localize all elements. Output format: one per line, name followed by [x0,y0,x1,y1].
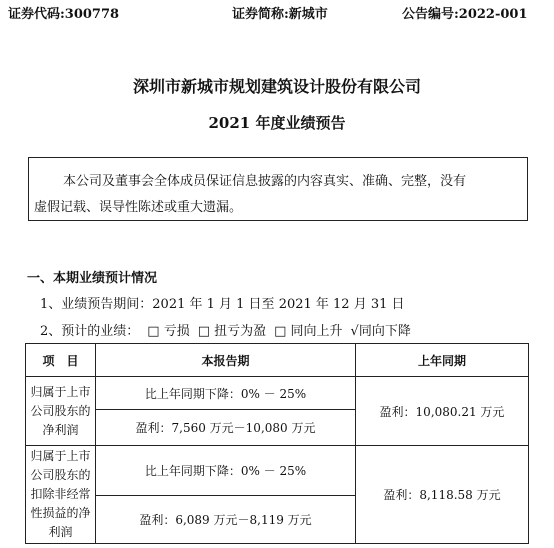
disclaimer-line-1: 本公司及董事会全体成员保证信息披露的内容真实、准确、完整，没有 [63,174,467,189]
company-name: 深圳市新城市规划建筑设计股份有限公司 [132,77,421,96]
profit-range: 盈利：6,089 万元－8,119 万元 [96,496,356,544]
stock-name: 证券简称:新城市 [232,7,328,22]
table-row [26,377,529,410]
announcement-header [0,3,554,21]
forecast-type-label: 2、预计的业绩： [40,324,140,339]
option-turnaround: □ 扭亏为盈 [197,324,267,339]
option-decrease: √同向下降 [350,324,411,339]
prior-profit: 盈利：8,118.58 万元 [356,446,529,544]
row-label: 归属于上市 公司股东的 扣除非经常 性损益的净 利润 [26,446,96,544]
forecast-period: 1、业绩预告期间：2021 年 1 月 1 日至 2021 年 12 月 31 日 [40,297,405,312]
disclaimer-box [28,157,528,221]
performance-table [25,343,529,544]
change-range: 比上年同期下降：0% － 25% [96,377,356,410]
change-range: 比上年同期下降：0% － 25% [96,446,356,496]
disclaimer-line-2: 虚假记载、误导性陈述或重大遗漏。 [34,200,243,215]
forecast-type [40,320,411,339]
option-loss: □ 亏损 [147,324,190,339]
stock-code: 证券代码:300778 [8,7,120,22]
table-row [26,446,529,496]
section-heading: 一、本期业绩预计情况 [27,271,158,286]
col-item: 项 目 [26,344,96,377]
col-previous: 上年同期 [356,344,529,377]
notice-number: 公告编号:2022-001 [402,7,528,22]
col-current: 本报告期 [96,344,356,377]
profit-range: 盈利：7,560 万元－10,080 万元 [96,410,356,446]
table-header-row [26,344,529,377]
prior-profit: 盈利：10,080.21 万元 [356,377,529,446]
row-label: 归属于上市 公司股东的 净利润 [26,377,96,446]
option-increase: □ 同向上升 [274,324,343,339]
document-title: 2021 年度业绩预告 [208,114,346,132]
